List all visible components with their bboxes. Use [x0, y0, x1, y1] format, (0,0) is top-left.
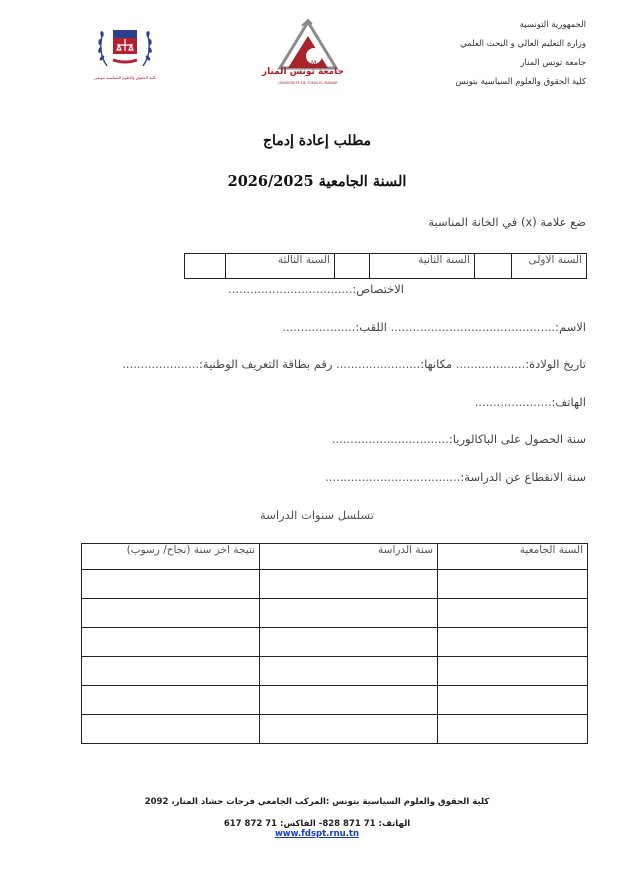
bac-year-label: سنة الحصول على الباكالوريا:: [448, 432, 586, 446]
id-card-input[interactable]: .....................: [122, 357, 200, 371]
table-cell[interactable]: [438, 599, 588, 628]
table-row: [82, 686, 588, 715]
faculty-logo: [93, 14, 157, 82]
phone-row: [475, 395, 586, 409]
table-row: [82, 715, 588, 744]
table-cell[interactable]: [82, 628, 260, 657]
checkbox-third-year[interactable]: [185, 254, 226, 279]
footer-phone-fax: الهاتف: 71 871 828- الفاكس: 71 872 617: [223, 819, 411, 829]
instruction-text: ضع علامة (x) في الخانة المناسبة: [428, 215, 586, 229]
header-line: جامعة تونس المنار: [520, 58, 586, 68]
table-row: [82, 628, 588, 657]
study-history-caption: تسلسل سنوات الدراسة: [260, 508, 374, 522]
stop-year-row: [325, 470, 586, 484]
bac-year-row: [332, 432, 586, 446]
university-logo-subtitle: UNIVERSITÉ DE TUNIS EL MANAR: [278, 81, 338, 85]
phone-label: الهاتف:: [551, 395, 586, 409]
table-cell[interactable]: [260, 686, 438, 715]
university-logo-letters: KTM: [295, 60, 321, 67]
specialization-input[interactable]: ..................................: [228, 282, 353, 296]
id-card-label: رقم بطاقة التعريف الوطنية:: [199, 357, 333, 371]
option-third-year-label: السنة الثالثة: [226, 254, 335, 279]
birth-date-input[interactable]: ...................: [455, 357, 526, 371]
table-cell[interactable]: [438, 657, 588, 686]
table-cell[interactable]: [260, 570, 438, 599]
header-line: وزارة التعليم العالي و البحث العلمي: [460, 39, 586, 49]
specialization-row: [228, 282, 404, 296]
faculty-logo-caption: كلية الحقوق والعلوم السياسية بتونس: [94, 75, 156, 80]
table-cell[interactable]: [260, 599, 438, 628]
surname-label: اللقب:: [355, 320, 387, 334]
option-second-year-label: السنة الثانية: [370, 254, 475, 279]
surname-input[interactable]: ....................: [282, 320, 356, 334]
bac-year-input[interactable]: ................................: [331, 432, 449, 446]
birth-place-input[interactable]: .......................: [336, 357, 421, 371]
birth-row: [122, 357, 586, 371]
name-label: الاسم:: [555, 320, 586, 334]
table-row: [82, 570, 588, 599]
column-header-study-year: سنة الدراسة: [260, 544, 438, 570]
laurel-emblem-icon: [93, 14, 157, 82]
stop-year-input[interactable]: .....................................: [325, 470, 461, 484]
table-cell[interactable]: [82, 570, 260, 599]
header-institution-lines: [386, 16, 586, 92]
university-logo-name: جامعة تونس المنار: [261, 67, 344, 77]
checkbox-second-year[interactable]: [335, 254, 370, 279]
stop-year-label: سنة الانقطاع عن الدراسة:: [460, 470, 586, 484]
footer-website-link[interactable]: www.fdspt.rnu.tn: [274, 829, 360, 839]
header-line: كلية الحقوق والعلوم السياسية بتونس: [455, 77, 586, 87]
table-cell[interactable]: [82, 715, 260, 744]
column-header-academic-year: السنة الجامعية: [438, 544, 588, 570]
checkbox-first-year[interactable]: [475, 254, 512, 279]
birth-place-label: مكانها:: [420, 357, 453, 371]
footer-address: كلية الحقوق والعلوم السياسية بتونس :المركب الجامعي فرحات حشاد المنار، 2092: [144, 797, 490, 807]
column-header-result: نتيجة اخر سنة (نجاح/ رسوب): [82, 544, 260, 570]
table-cell[interactable]: [82, 686, 260, 715]
name-input[interactable]: .............................................: [390, 320, 556, 334]
academic-year-title: السنة الجامعية 2026/2025: [227, 173, 407, 190]
header-line: الجمهورية التونسية: [519, 20, 586, 30]
table-cell[interactable]: [82, 599, 260, 628]
option-first-year-label: السنة الاولى: [512, 254, 587, 279]
specialization-label: الاختصاص:: [352, 282, 404, 296]
table-cell[interactable]: [260, 715, 438, 744]
table-cell[interactable]: [438, 715, 588, 744]
table-cell[interactable]: [82, 657, 260, 686]
study-history-body: [82, 570, 588, 744]
table-row: [82, 657, 588, 686]
university-logo: [261, 16, 344, 92]
table-cell[interactable]: [260, 628, 438, 657]
table-cell[interactable]: [260, 657, 438, 686]
birth-date-label: تاريخ الولادة:: [525, 357, 586, 371]
table-cell[interactable]: [438, 686, 588, 715]
document-title: مطلب إعادة إدماج: [262, 133, 372, 149]
study-history-table: [81, 543, 588, 744]
table-cell[interactable]: [438, 628, 588, 657]
phone-input[interactable]: .....................: [474, 395, 552, 409]
table-cell[interactable]: [438, 570, 588, 599]
table-row: [82, 599, 588, 628]
year-selection-table: [184, 253, 587, 279]
name-row: [282, 320, 586, 334]
